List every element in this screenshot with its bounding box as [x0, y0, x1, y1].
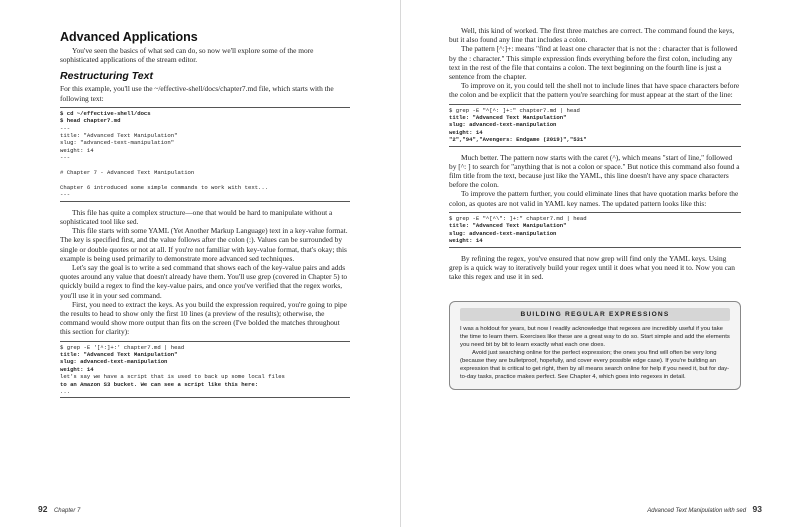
code-line: title: "Advanced Text Manipulation" [60, 132, 178, 140]
section-heading: Advanced Applications [60, 30, 198, 44]
code-line: --- [60, 124, 71, 132]
page-number: 93 [752, 504, 762, 514]
sidebar-paragraph: I was a holdout for years, but now I readily acknowledge that regexes are incredibly useful if you take the time to learn them. Exercises like these are a great way to do so. Start simple and add the elements you need bit by bit to learn exactly what each one does. [460, 326, 730, 349]
right-page-content [449, 26, 741, 390]
paragraph: Well, this kind of worked. The first three matches are correct. The command found the keys, but it also found any line that includes a colon. [449, 26, 735, 45]
code-line: $ head chapter7.md [60, 117, 121, 125]
code-line: weight: 14 [449, 237, 483, 245]
code-line: slug: advanced-text-manipulation [449, 121, 557, 129]
code-line: title: "Advanced Text Manipulation" [60, 350, 178, 358]
running-footer: Advanced Text Manipulation with sed [647, 508, 747, 514]
paragraph: This file starts with some YAML (Yet Another Markup Language) text in a key-value format. The key is specified first, and the value follows after the colon (:). Values can be surrounded by single or double quotes or not at all. If you're not familiar with key-value format, that's okay; this example is being used primarily to demonstrate more advanced sed techniques. [60, 226, 348, 263]
code-line: let's say we have a script that is used to back up some local files [60, 373, 285, 381]
paragraph: Much better. The pattern now starts with the caret (^), which means "start of line," followed by [^: ] to search for "anything that is not a colon or space." But notice this command also found a film title from the text, because just like the YAML, this line doesn't have any space characters before the colon. [449, 152, 740, 190]
left-page-content [60, 30, 350, 404]
paragraph: For this example, you'll use the ~/effective-shell/docs/chapter7.md file, which starts with the following text: [60, 84, 334, 103]
paragraph: The pattern [^:]+: means "find at least one character that is not the : character that is followed by the : character." This simple expression finds everything before the first colon, including any text in the rest of the file that contains a colon. The text beginning on the fourth line is just a sentence from the chapter. [449, 44, 738, 82]
code-line: weight: 14 [60, 365, 94, 373]
code-line: --- [60, 154, 71, 162]
page-footer [647, 504, 762, 514]
code-line: $ grep -E "^[^: ]+:" chapter7.md | head [449, 106, 580, 114]
paragraph: By refining the regex, you've ensured that now grep will find only the YAML keys. Using grep is a quick way to iteratively build your regex until it does what you need it to. Now you can take this regex and use it in sed. [449, 253, 735, 281]
code-line: weight: 14 [449, 128, 483, 136]
code-line: $ grep -E "^[^\": ]+:" chapter7.md | head [449, 214, 587, 222]
paragraph: First, you need to extract the keys. As you build the expression required, you're going to pipe the results to head to show only the first 10 lines (a preview of the results); otherwise, the command would show more output than fits on the screen (I've bolded the matches throughout this section for clarity): [60, 299, 347, 337]
code-block [449, 212, 741, 248]
intro-paragraph: You've seen the basics of what sed can do, so now we'll explore some of the more sophisticated applications of the stream editor. [60, 46, 314, 65]
code-block [60, 107, 350, 202]
paragraph: Let's say the goal is to write a sed command that shows each of the key-value pairs and adds quotes around any value that doesn't already have them. You'll use grep (covered in Chapter 5) to quickly build a regex to find the key-value pairs, and once you've verified that the regex works, you'll use it in your sed command. [60, 262, 348, 300]
code-block [60, 341, 350, 399]
code-block [449, 104, 741, 147]
subsection-heading: Restructuring Text [60, 70, 153, 83]
paragraph: To improve on it, you could tell the shell not to include lines that have space characters before the colon and be explicit that the pattern you're searching for must appear at the start of the line: [449, 81, 740, 100]
code-line: "2","94","Avengers: Endgame (2019)","531" [449, 136, 587, 144]
page-number: 92 [38, 504, 48, 514]
running-footer: Chapter 7 [53, 508, 81, 514]
code-line: title: "Advanced Text Manipulation" [449, 222, 567, 230]
code-line: $ cd ~/effective-shell/docs [60, 109, 151, 117]
right-page [400, 0, 800, 527]
code-line: title: "Advanced Text Manipulation" [449, 114, 567, 122]
sidebar-title: BUILDING REGULAR EXPRESSIONS [460, 308, 730, 321]
paragraph: This file has quite a complex structure—one that would be hard to manipulate without a sophisticated tool like sed. [60, 207, 333, 226]
page-footer [38, 504, 80, 514]
sidebar-paragraph: Avoid just searching online for the perfect expression; the ones you find will often be very long (because they are bulletproof, hopefully, and cover every possible edge case). If you're building an expression that is critical to get right, then by all means search online for help if you need it, but for day-to-day tasks, practice makes perfect. See Chapter 4, which goes into regexes in detail. [460, 350, 730, 381]
code-line: ... [60, 387, 71, 395]
code-line: slug: advanced-text-manipulation [60, 358, 168, 366]
code-line: $ grep -E '[^:]+:' chapter7.md | head [60, 343, 185, 351]
code-line: # Chapter 7 - Advanced Text Manipulation [60, 169, 195, 177]
sidebar-box [449, 301, 741, 390]
code-line: Chapter 6 introduced some simple commands to work with text... [60, 183, 269, 191]
code-line: to an Amazon S3 bucket. We can see a script like this here: [60, 380, 259, 388]
code-line: slug: "advanced-text-manipulation" [60, 139, 175, 147]
paragraph: To improve the pattern further, you could eliminate lines that have quotation marks before the colon, as quotes are not valid in YAML key names. The updated pattern looks like this: [449, 189, 739, 208]
code-line: weight: 14 [60, 146, 94, 154]
code-line: --- [60, 191, 71, 199]
code-line: slug: advanced-text-manipulation [449, 229, 557, 237]
